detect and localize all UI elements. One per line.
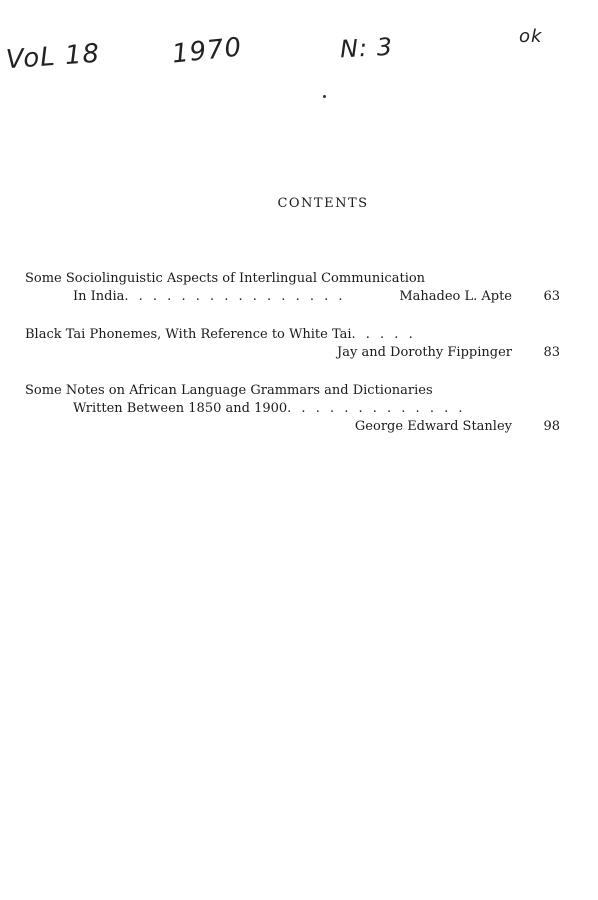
contents-heading: CONTENTS <box>277 196 369 211</box>
toc-entry[interactable] <box>25 326 560 362</box>
entry-page-number: 83 <box>543 345 560 360</box>
entry-author: Mahadeo L. Apte <box>399 289 512 304</box>
dot-leader: . . . . . . . . . . . . . . . . <box>124 289 346 304</box>
entry-title-line: Some Sociolinguistic Aspects of Interlingual Communication <box>25 271 426 286</box>
handwritten-ok-mark: ok <box>519 26 543 47</box>
entry-title-line: Written Between 1850 and 1900 <box>73 401 288 416</box>
dot-leader: . . . . . . . . . . . . . <box>287 401 466 416</box>
entry-title-line: Black Tai Phonemes, With Reference to White Tai <box>25 327 352 342</box>
entry-author: Jay and Dorothy Fippinger <box>337 345 512 360</box>
handwritten-year: 1970 <box>170 32 244 70</box>
table-of-contents <box>25 270 560 456</box>
entry-page-number: 98 <box>543 419 560 434</box>
toc-entry[interactable] <box>25 382 560 436</box>
entry-author: George Edward Stanley <box>354 419 512 434</box>
toc-entry[interactable] <box>25 270 560 306</box>
ink-speck <box>323 95 326 98</box>
handwritten-number: N: 3 <box>339 32 394 64</box>
dot-leader: . . . . . <box>351 327 416 342</box>
handwritten-volume: VoL 18 <box>5 38 101 76</box>
entry-title-line: In India <box>73 289 125 304</box>
entry-title-line: Some Notes on African Language Grammars and Dictionaries <box>25 383 433 398</box>
entry-page-number: 63 <box>543 289 560 304</box>
